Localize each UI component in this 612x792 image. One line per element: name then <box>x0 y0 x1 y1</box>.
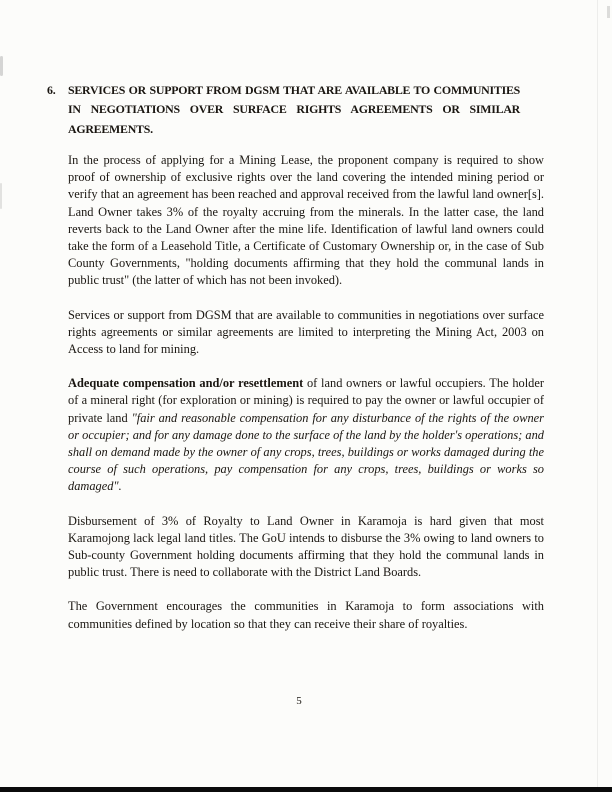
body-paragraphs <box>68 152 544 633</box>
section-heading <box>47 81 544 139</box>
paragraph <box>68 307 544 359</box>
page-content <box>47 81 544 650</box>
scan-artifact-line <box>597 0 598 792</box>
paragraph <box>68 375 544 495</box>
section-heading-text: SERVICES OR SUPPORT FROM DGSM THAT ARE AVAILABLE TO COMMUNITIES IN NEGOTIATIONS OVER SURFACE RIGHTS AGREEMENTS OR SIMILAR AGREEMENTS. <box>68 83 520 136</box>
text-run: Adequate compensation and/or resettlement <box>68 376 304 391</box>
paragraph <box>68 598 544 632</box>
paragraph <box>68 152 544 290</box>
text-run: "fair and reasonable compensation for any disturbance of the rights of the owner or occupier; and for any damage done to the surface of the land by the holder's operations; and shall on demand made by the owner of any crops, trees, buildings or works damaged during the course of such operations, pay compensation for any crops, trees, buildings or works so damaged". <box>68 410 545 494</box>
scan-artifact <box>607 6 610 18</box>
section-number: 6. <box>47 83 56 97</box>
text-run: of land owners or lawful occupiers. The holder of a mineral right (for exploration or mining) is required to pay the owner or lawful occupier of private land <box>68 376 544 425</box>
text-run: Services or support from DGSM that are available to communities in negotiations over surface rights agreements or similar agreements are limited to interpreting the Mining Act, 2003 on Access to land for mining. <box>68 307 544 356</box>
scan-edge-bar <box>0 787 612 792</box>
scan-artifact <box>0 183 2 209</box>
text-run: In the process of applying for a Mining Lease, the proponent company is required to show proof of ownership of exclusive rights over the land covering the intended mining period or verify that an agreement has been reached and approval received from the lawful land owner[s]. Land Owner takes 3% of the royalty accruing from the minerals. In the latter case, the land reverts back to the Land Owner after the mine life. Identification of lawful land owners could take the form of a Leasehold Title, a Certificate of Customary Ownership or, in the case of Sub County Governments, "holding documents affirming that they hold the communal lands in public trust" (the latter of which has not been invoked). <box>68 152 544 288</box>
paragraph <box>68 513 544 582</box>
page-number: 5 <box>296 695 302 707</box>
scan-artifact <box>0 56 3 76</box>
text-run: Disbursement of 3% of Royalty to Land Owner in Karamoja is hard given that most Karamojong lack legal land titles. The GoU intends to disburse the 3% owing to land owners to Sub-county Government holding documents affirming that they hold the communal lands in public trust. There is need to collaborate with the District Land Boards. <box>68 513 544 580</box>
text-run: The Government encourages the communities in Karamoja to form associations with communities defined by location so that they can receive their share of royalties. <box>68 599 544 631</box>
